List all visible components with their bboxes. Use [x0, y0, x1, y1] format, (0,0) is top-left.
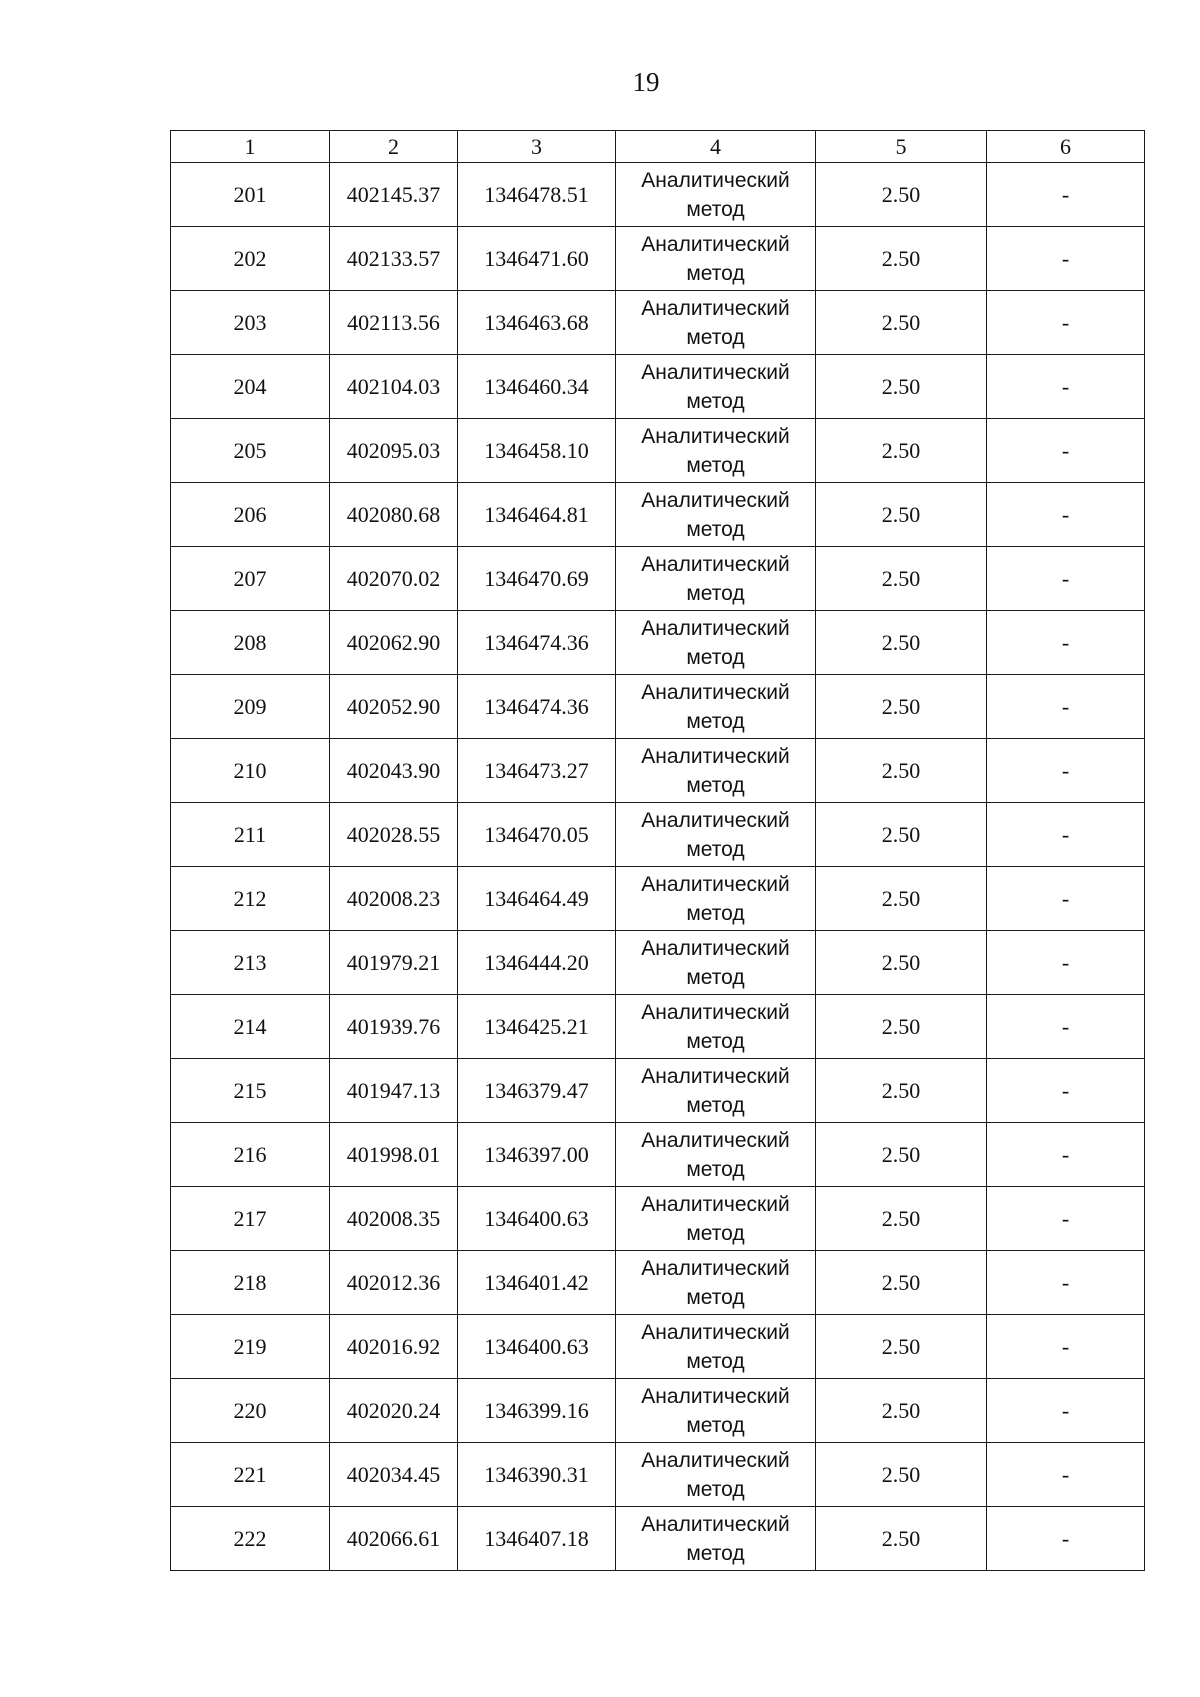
point-number-cell: 213 [171, 931, 330, 995]
table-row [171, 1059, 1145, 1123]
method-line: метод [686, 1541, 745, 1565]
method-line: Аналитический [641, 488, 790, 512]
column-header: 2 [330, 131, 458, 163]
method-line: метод [686, 1157, 745, 1181]
method-cell [616, 1379, 816, 1443]
y-coordinate-cell: 1346473.27 [458, 739, 616, 803]
accuracy-cell: 2.50 [816, 1379, 987, 1443]
method-line: метод [686, 325, 745, 349]
table-row [171, 1315, 1145, 1379]
note-cell: - [987, 163, 1145, 227]
method-line: Аналитический [641, 1064, 790, 1088]
y-coordinate-cell: 1346460.34 [458, 355, 616, 419]
y-coordinate-cell: 1346463.68 [458, 291, 616, 355]
note-cell: - [987, 867, 1145, 931]
method-line: Аналитический [641, 296, 790, 320]
note-cell: - [987, 611, 1145, 675]
table-row [171, 803, 1145, 867]
y-coordinate-cell: 1346397.00 [458, 1123, 616, 1187]
method-line: Аналитический [641, 1192, 790, 1216]
accuracy-cell: 2.50 [816, 1187, 987, 1251]
method-line: метод [686, 901, 745, 925]
method-cell [616, 931, 816, 995]
y-coordinate-cell: 1346390.31 [458, 1443, 616, 1507]
y-coordinate-cell: 1346470.69 [458, 547, 616, 611]
y-coordinate-cell: 1346407.18 [458, 1507, 616, 1571]
point-number-cell: 205 [171, 419, 330, 483]
note-cell: - [987, 1443, 1145, 1507]
method-cell [616, 803, 816, 867]
table-row [171, 675, 1145, 739]
point-number-cell: 217 [171, 1187, 330, 1251]
note-cell: - [987, 291, 1145, 355]
x-coordinate-cell: 402008.23 [330, 867, 458, 931]
point-number-cell: 219 [171, 1315, 330, 1379]
x-coordinate-cell: 402080.68 [330, 483, 458, 547]
table-row [171, 291, 1145, 355]
method-line: метод [686, 1349, 745, 1373]
method-line: метод [686, 645, 745, 669]
method-cell [616, 355, 816, 419]
x-coordinate-cell: 402104.03 [330, 355, 458, 419]
x-coordinate-cell: 402008.35 [330, 1187, 458, 1251]
method-line: Аналитический [641, 1320, 790, 1344]
point-number-cell: 222 [171, 1507, 330, 1571]
note-cell: - [987, 995, 1145, 1059]
method-line: Аналитический [641, 168, 790, 192]
table-row [171, 1379, 1145, 1443]
x-coordinate-cell: 402052.90 [330, 675, 458, 739]
x-coordinate-cell: 402062.90 [330, 611, 458, 675]
y-coordinate-cell: 1346400.63 [458, 1315, 616, 1379]
method-cell [616, 291, 816, 355]
y-coordinate-cell: 1346474.36 [458, 611, 616, 675]
method-cell [616, 483, 816, 547]
note-cell: - [987, 1059, 1145, 1123]
method-cell [616, 1315, 816, 1379]
method-line: Аналитический [641, 232, 790, 256]
method-line: Аналитический [641, 616, 790, 640]
x-coordinate-cell: 402028.55 [330, 803, 458, 867]
x-coordinate-cell: 402066.61 [330, 1507, 458, 1571]
accuracy-cell: 2.50 [816, 611, 987, 675]
point-number-cell: 201 [171, 163, 330, 227]
method-line: метод [686, 261, 745, 285]
y-coordinate-cell: 1346379.47 [458, 1059, 616, 1123]
table-row [171, 611, 1145, 675]
accuracy-cell: 2.50 [816, 867, 987, 931]
method-cell [616, 1059, 816, 1123]
note-cell: - [987, 675, 1145, 739]
column-header: 6 [987, 131, 1145, 163]
y-coordinate-cell: 1346478.51 [458, 163, 616, 227]
y-coordinate-cell: 1346458.10 [458, 419, 616, 483]
method-cell [616, 1251, 816, 1315]
method-line: метод [686, 389, 745, 413]
note-cell: - [987, 1123, 1145, 1187]
point-number-cell: 214 [171, 995, 330, 1059]
x-coordinate-cell: 402070.02 [330, 547, 458, 611]
table-row [171, 355, 1145, 419]
method-line: метод [686, 581, 745, 605]
method-line: метод [686, 1477, 745, 1501]
table-row [171, 1123, 1145, 1187]
method-line: Аналитический [641, 360, 790, 384]
method-cell [616, 419, 816, 483]
column-header: 4 [616, 131, 816, 163]
method-cell [616, 1123, 816, 1187]
table-row [171, 1187, 1145, 1251]
accuracy-cell: 2.50 [816, 227, 987, 291]
note-cell: - [987, 355, 1145, 419]
table-row [171, 1443, 1145, 1507]
table-row [171, 163, 1145, 227]
method-line: метод [686, 773, 745, 797]
note-cell: - [987, 1187, 1145, 1251]
point-number-cell: 202 [171, 227, 330, 291]
point-number-cell: 209 [171, 675, 330, 739]
table-row [171, 547, 1145, 611]
method-cell [616, 1187, 816, 1251]
note-cell: - [987, 803, 1145, 867]
table-row [171, 227, 1145, 291]
point-number-cell: 210 [171, 739, 330, 803]
y-coordinate-cell: 1346444.20 [458, 931, 616, 995]
x-coordinate-cell: 401979.21 [330, 931, 458, 995]
method-cell [616, 675, 816, 739]
accuracy-cell: 2.50 [816, 803, 987, 867]
point-number-cell: 220 [171, 1379, 330, 1443]
method-line: Аналитический [641, 424, 790, 448]
method-line: метод [686, 517, 745, 541]
method-line: Аналитический [641, 744, 790, 768]
table-row [171, 995, 1145, 1059]
x-coordinate-cell: 402016.92 [330, 1315, 458, 1379]
point-number-cell: 221 [171, 1443, 330, 1507]
note-cell: - [987, 739, 1145, 803]
table-row [171, 483, 1145, 547]
point-number-cell: 216 [171, 1123, 330, 1187]
method-line: Аналитический [641, 1128, 790, 1152]
method-line: метод [686, 1285, 745, 1309]
table-row [171, 739, 1145, 803]
method-cell [616, 611, 816, 675]
method-cell [616, 739, 816, 803]
point-number-cell: 203 [171, 291, 330, 355]
y-coordinate-cell: 1346400.63 [458, 1187, 616, 1251]
note-cell: - [987, 1315, 1145, 1379]
x-coordinate-cell: 401998.01 [330, 1123, 458, 1187]
method-line: метод [686, 1221, 745, 1245]
method-cell [616, 163, 816, 227]
accuracy-cell: 2.50 [816, 291, 987, 355]
note-cell: - [987, 419, 1145, 483]
header-row [171, 131, 1145, 163]
accuracy-cell: 2.50 [816, 483, 987, 547]
y-coordinate-cell: 1346464.49 [458, 867, 616, 931]
method-line: Аналитический [641, 1384, 790, 1408]
x-coordinate-cell: 401939.76 [330, 995, 458, 1059]
column-header: 1 [171, 131, 330, 163]
point-number-cell: 206 [171, 483, 330, 547]
point-number-cell: 204 [171, 355, 330, 419]
accuracy-cell: 2.50 [816, 419, 987, 483]
accuracy-cell: 2.50 [816, 1315, 987, 1379]
method-line: Аналитический [641, 936, 790, 960]
accuracy-cell: 2.50 [816, 547, 987, 611]
table-row [171, 1251, 1145, 1315]
method-line: метод [686, 1093, 745, 1117]
table-row [171, 419, 1145, 483]
accuracy-cell: 2.50 [816, 995, 987, 1059]
table-header [171, 131, 1145, 163]
x-coordinate-cell: 402145.37 [330, 163, 458, 227]
accuracy-cell: 2.50 [816, 1443, 987, 1507]
x-coordinate-cell: 402043.90 [330, 739, 458, 803]
accuracy-cell: 2.50 [816, 739, 987, 803]
method-line: метод [686, 197, 745, 221]
method-line: метод [686, 837, 745, 861]
x-coordinate-cell: 402012.36 [330, 1251, 458, 1315]
y-coordinate-cell: 1346425.21 [458, 995, 616, 1059]
x-coordinate-cell: 401947.13 [330, 1059, 458, 1123]
point-number-cell: 215 [171, 1059, 330, 1123]
method-line: Аналитический [641, 552, 790, 576]
method-line: метод [686, 1413, 745, 1437]
x-coordinate-cell: 402113.56 [330, 291, 458, 355]
table-row [171, 1507, 1145, 1571]
x-coordinate-cell: 402020.24 [330, 1379, 458, 1443]
method-line: Аналитический [641, 872, 790, 896]
method-line: метод [686, 453, 745, 477]
column-header: 5 [816, 131, 987, 163]
y-coordinate-cell: 1346474.36 [458, 675, 616, 739]
table-body [171, 163, 1145, 1571]
method-cell [616, 1443, 816, 1507]
note-cell: - [987, 227, 1145, 291]
y-coordinate-cell: 1346464.81 [458, 483, 616, 547]
accuracy-cell: 2.50 [816, 1507, 987, 1571]
method-cell [616, 547, 816, 611]
x-coordinate-cell: 402034.45 [330, 1443, 458, 1507]
method-line: Аналитический [641, 808, 790, 832]
y-coordinate-cell: 1346471.60 [458, 227, 616, 291]
note-cell: - [987, 1507, 1145, 1571]
point-number-cell: 218 [171, 1251, 330, 1315]
x-coordinate-cell: 402095.03 [330, 419, 458, 483]
page-number: 19 [632, 67, 660, 97]
accuracy-cell: 2.50 [816, 163, 987, 227]
accuracy-cell: 2.50 [816, 355, 987, 419]
y-coordinate-cell: 1346399.16 [458, 1379, 616, 1443]
accuracy-cell: 2.50 [816, 1123, 987, 1187]
accuracy-cell: 2.50 [816, 931, 987, 995]
method-line: Аналитический [641, 1512, 790, 1536]
note-cell: - [987, 1379, 1145, 1443]
table-row [171, 867, 1145, 931]
note-cell: - [987, 1251, 1145, 1315]
point-number-cell: 212 [171, 867, 330, 931]
method-cell [616, 1507, 816, 1571]
note-cell: - [987, 547, 1145, 611]
method-line: метод [686, 965, 745, 989]
method-line: метод [686, 709, 745, 733]
note-cell: - [987, 483, 1145, 547]
method-cell [616, 227, 816, 291]
method-line: Аналитический [641, 1448, 790, 1472]
coordinates-table [170, 130, 1145, 1571]
accuracy-cell: 2.50 [816, 1059, 987, 1123]
point-number-cell: 211 [171, 803, 330, 867]
method-cell [616, 867, 816, 931]
y-coordinate-cell: 1346401.42 [458, 1251, 616, 1315]
method-line: Аналитический [641, 1000, 790, 1024]
point-number-cell: 207 [171, 547, 330, 611]
method-cell [616, 995, 816, 1059]
accuracy-cell: 2.50 [816, 1251, 987, 1315]
method-line: Аналитический [641, 1256, 790, 1280]
column-header: 3 [458, 131, 616, 163]
method-line: Аналитический [641, 680, 790, 704]
note-cell: - [987, 931, 1145, 995]
accuracy-cell: 2.50 [816, 675, 987, 739]
table-row [171, 931, 1145, 995]
y-coordinate-cell: 1346470.05 [458, 803, 616, 867]
method-line: метод [686, 1029, 745, 1053]
x-coordinate-cell: 402133.57 [330, 227, 458, 291]
point-number-cell: 208 [171, 611, 330, 675]
